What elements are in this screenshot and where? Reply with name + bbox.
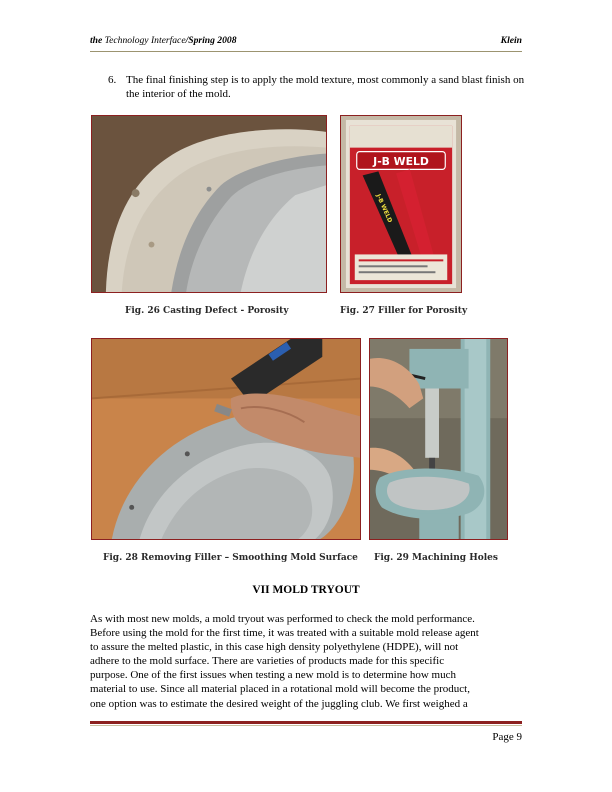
- issue: /Spring 2008: [185, 35, 237, 46]
- body-line: purpose. One of the first issues when testing a new mold is to determine how much: [90, 669, 456, 682]
- fig26-caption: Fig. 26 Casting Defect - Porosity: [125, 306, 289, 316]
- jb-weld-tube-label: J-B WELD: [374, 193, 393, 224]
- running-header-journal: [90, 35, 237, 46]
- journal-prefix: the: [90, 35, 103, 46]
- fig29-photo-machining-holes: [369, 338, 508, 540]
- fig28-photo-removing-filler: [91, 338, 361, 540]
- fig28-caption: Fig. 28 Removing Filler – Smoothing Mold Surface: [103, 553, 358, 563]
- fig26-photo-casting-defect: [91, 115, 327, 293]
- footer-rule: [90, 721, 522, 724]
- step-number: 6.: [108, 74, 117, 86]
- footer-rule-thin: [90, 725, 522, 726]
- body-line: adhere to the mold surface. There are varieties of products made for this specific: [90, 655, 445, 668]
- page-number: Page 9: [492, 731, 522, 743]
- fig27-caption: Fig. 27 Filler for Porosity: [340, 306, 468, 316]
- section-heading: VII MOLD TRYOUT: [252, 584, 360, 596]
- step-text: The final finishing step is to apply the mold texture, most commonly a sand blast finish on the interior of the mold.: [126, 74, 525, 100]
- journal-name: Technology Interface: [104, 35, 186, 46]
- jb-weld-brand-label: J-B WELD: [373, 154, 429, 168]
- header-rule: [90, 51, 522, 52]
- fig29-caption: Fig. 29 Machining Holes: [374, 553, 498, 563]
- body-paragraph: [90, 612, 522, 711]
- body-line: one option was to estimate the desired weight of the juggling club. We first weighed a: [90, 697, 468, 710]
- running-header-author: Klein: [500, 35, 522, 46]
- body-line: Before using the mold for the first time, it was treated with a suitable mold release agent: [90, 627, 479, 640]
- body-line: to assure the melted plastic, in this case high density polyethylene (HDPE), will not: [90, 641, 459, 654]
- body-line: material to use. Since all material placed in a rotational mold will become the product,: [90, 683, 470, 696]
- body-line: As with most new molds, a mold tryout was performed to check the mold performance.: [90, 613, 475, 625]
- fig27-photo-jb-weld-package: [340, 115, 462, 293]
